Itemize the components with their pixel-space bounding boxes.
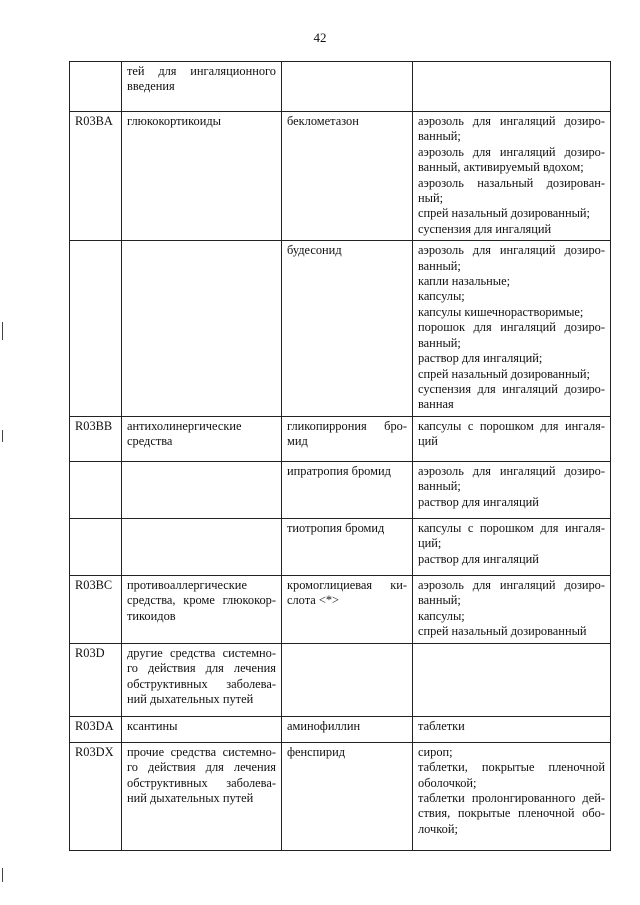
cell-inn-text: будесонид [287, 243, 342, 258]
cell-code [70, 461, 122, 518]
cell-group-text: тей для ингаляционного введения [127, 64, 276, 94]
table-row [70, 461, 611, 518]
cell-group [122, 518, 282, 575]
cell-code: R03BB [70, 416, 122, 461]
cell-forms-text: раствор для ингаляций [418, 551, 539, 566]
table-row [70, 643, 611, 716]
cell-inn-text: кромоглициевая ки-слота <*> [287, 577, 407, 608]
scan-edge-mark [2, 430, 3, 442]
cell-forms-text: спрей назальный дозированный; [418, 206, 590, 221]
cell-inn [282, 416, 413, 461]
cell-forms [413, 742, 611, 850]
cell-forms-text: капсулы кишечнорастворимые; [418, 304, 584, 319]
cell-forms-text: капсулы; [418, 608, 465, 623]
cell-code [70, 241, 122, 416]
table-row [70, 241, 611, 416]
cell-inn-text: гликопиррония бро-мид [287, 418, 407, 449]
table-row [70, 62, 611, 112]
cell-forms-text: порошок для ингаляций дозиро-ванный; [418, 320, 605, 350]
cell-forms [413, 241, 611, 416]
cell-code: R03BA [70, 112, 122, 241]
cell-inn-text: аминофиллин [287, 718, 361, 733]
table-row [70, 112, 611, 241]
cell-forms [413, 62, 611, 112]
cell-group [122, 643, 282, 716]
cell-group [122, 62, 282, 112]
cell-code [70, 62, 122, 112]
cell-inn [282, 716, 413, 742]
cell-inn-text: тиотропия бромид [287, 520, 385, 535]
cell-code: R03BC [70, 575, 122, 643]
cell-code: R03DA [70, 716, 122, 742]
cell-inn [282, 62, 413, 112]
cell-forms-text: капсулы с порошком для ингаля-ций; [418, 520, 605, 551]
cell-inn [282, 643, 413, 716]
cell-inn-text: ипратропия бромид [287, 463, 391, 478]
table-row [70, 518, 611, 575]
table-row [70, 575, 611, 643]
cell-group [122, 461, 282, 518]
cell-forms [413, 575, 611, 643]
cell-group-text: глюкокортикоиды [127, 114, 221, 128]
cell-group [122, 575, 282, 643]
scan-edge-mark [2, 322, 3, 340]
cell-forms-text: раствор для ингаляций [418, 494, 539, 509]
medicine-list-table [69, 61, 611, 851]
cell-forms-text: аэрозоль для ингаляций дозиро-ванный; [418, 463, 605, 494]
cell-forms-text: аэрозоль для ингаляций дозиро-ванный; [418, 114, 605, 144]
cell-code: R03D [70, 643, 122, 716]
cell-group-text: ксантины [127, 718, 178, 733]
cell-forms-text: капли назальные; [418, 274, 511, 289]
cell-forms-text: аэрозоль для ингаляций дозиро-ванный, активируемый вдохом; [418, 144, 605, 175]
cell-forms-text: аэрозоль назальный дозирован-ный; [418, 175, 605, 206]
cell-forms [413, 518, 611, 575]
cell-group [122, 112, 282, 241]
cell-forms [413, 416, 611, 461]
cell-group-text: другие средства системно-го действия для лечения обструктивных заболева-ний дыхательных путей [127, 645, 276, 706]
cell-code [70, 518, 122, 575]
table-row [70, 416, 611, 461]
cell-forms [413, 461, 611, 518]
cell-inn [282, 518, 413, 575]
cell-forms-text: капсулы с порошком для ингаля-ций [418, 418, 605, 449]
table-row [70, 742, 611, 850]
cell-forms-text: таблетки [418, 718, 465, 733]
cell-forms-text: спрей назальный дозированный [418, 623, 587, 638]
cell-code: R03DX [70, 742, 122, 850]
cell-forms [413, 112, 611, 241]
cell-forms-text: суспензия для ингаляций дозиро-ванная [418, 381, 605, 412]
cell-forms-text: аэрозоль для ингаляций дозиро-ванный; [418, 243, 605, 273]
cell-forms-text: спрей назальный дозированный; [418, 366, 590, 381]
cell-forms [413, 643, 611, 716]
cell-inn [282, 112, 413, 241]
cell-forms-text: сироп; [418, 744, 453, 759]
cell-group-text: антихолинергические средства [127, 418, 242, 449]
cell-forms-text: капсулы; [418, 289, 465, 304]
cell-inn [282, 461, 413, 518]
cell-inn-text: беклометазон [287, 114, 359, 128]
table-row [70, 716, 611, 742]
cell-forms-text: раствор для ингаляций; [418, 351, 543, 366]
cell-group [122, 241, 282, 416]
cell-inn-text: фенспирид [287, 744, 346, 759]
table-body [70, 62, 611, 851]
cell-forms-text: таблетки пролонгированного дей-ствия, покрытые пленочной обо-лочкой; [418, 790, 605, 836]
cell-group-text: противоаллергические средства, кроме глюкокор-тикоидов [127, 577, 276, 623]
cell-forms-text: суспензия для ингаляций [418, 221, 552, 236]
cell-group [122, 416, 282, 461]
cell-group [122, 716, 282, 742]
cell-inn [282, 241, 413, 416]
cell-inn [282, 742, 413, 850]
cell-group-text: прочие средства системно-го действия для лечения обструктивных заболева-ний дыхательных путей [127, 744, 276, 805]
scan-edge-mark [2, 868, 3, 882]
cell-forms-text: аэрозоль для ингаляций дозиро-ванный; [418, 577, 605, 608]
cell-inn [282, 575, 413, 643]
cell-forms [413, 716, 611, 742]
page-number: 42 [313, 30, 327, 45]
cell-forms-text: таблетки, покрытые пленочной оболочкой; [418, 760, 605, 790]
cell-group [122, 742, 282, 850]
